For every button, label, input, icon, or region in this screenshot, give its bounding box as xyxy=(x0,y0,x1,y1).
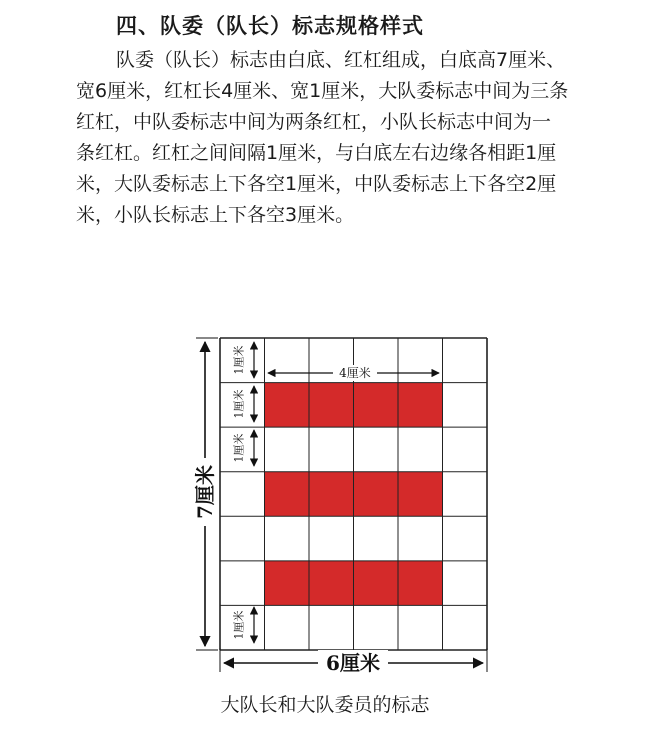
paragraph-line: 红杠，中队委标志中间为两条红杠，小队长标志中间为一 xyxy=(76,111,552,133)
paragraph-line: 宽6厘米，红杠长4厘米、宽1厘米，大队委标志中间为三条 xyxy=(76,80,569,102)
gap-label: 1厘米 xyxy=(232,433,246,463)
bar-height-label: 1厘米 xyxy=(232,389,246,419)
grid-lines xyxy=(220,338,487,650)
paragraph-line: 米，小队长标志上下各空3厘米。 xyxy=(76,204,355,226)
bar-length-label: 4厘米 xyxy=(339,366,371,380)
total-height-label: 7厘米 xyxy=(193,465,217,519)
figure-caption: 大队长和大队委员的标志 xyxy=(220,694,430,716)
paragraph-line: 条红杠。红杠之间间隔1厘米，与白底左右边缘各相距1厘 xyxy=(76,142,557,164)
section-heading: 四、队委（队长）标志规格样式 xyxy=(116,14,424,38)
paragraph-line: 米，大队委标志上下各空1厘米，中队委标志上下各空2厘 xyxy=(76,173,557,195)
total-width-label: 6厘米 xyxy=(326,651,380,675)
top-margin-label: 1厘米 xyxy=(232,345,246,375)
paragraph-line: 队委（队长）标志由白底、红杠组成，白底高7厘米、 xyxy=(116,49,566,71)
bottom-margin-label: 1厘米 xyxy=(232,610,246,640)
